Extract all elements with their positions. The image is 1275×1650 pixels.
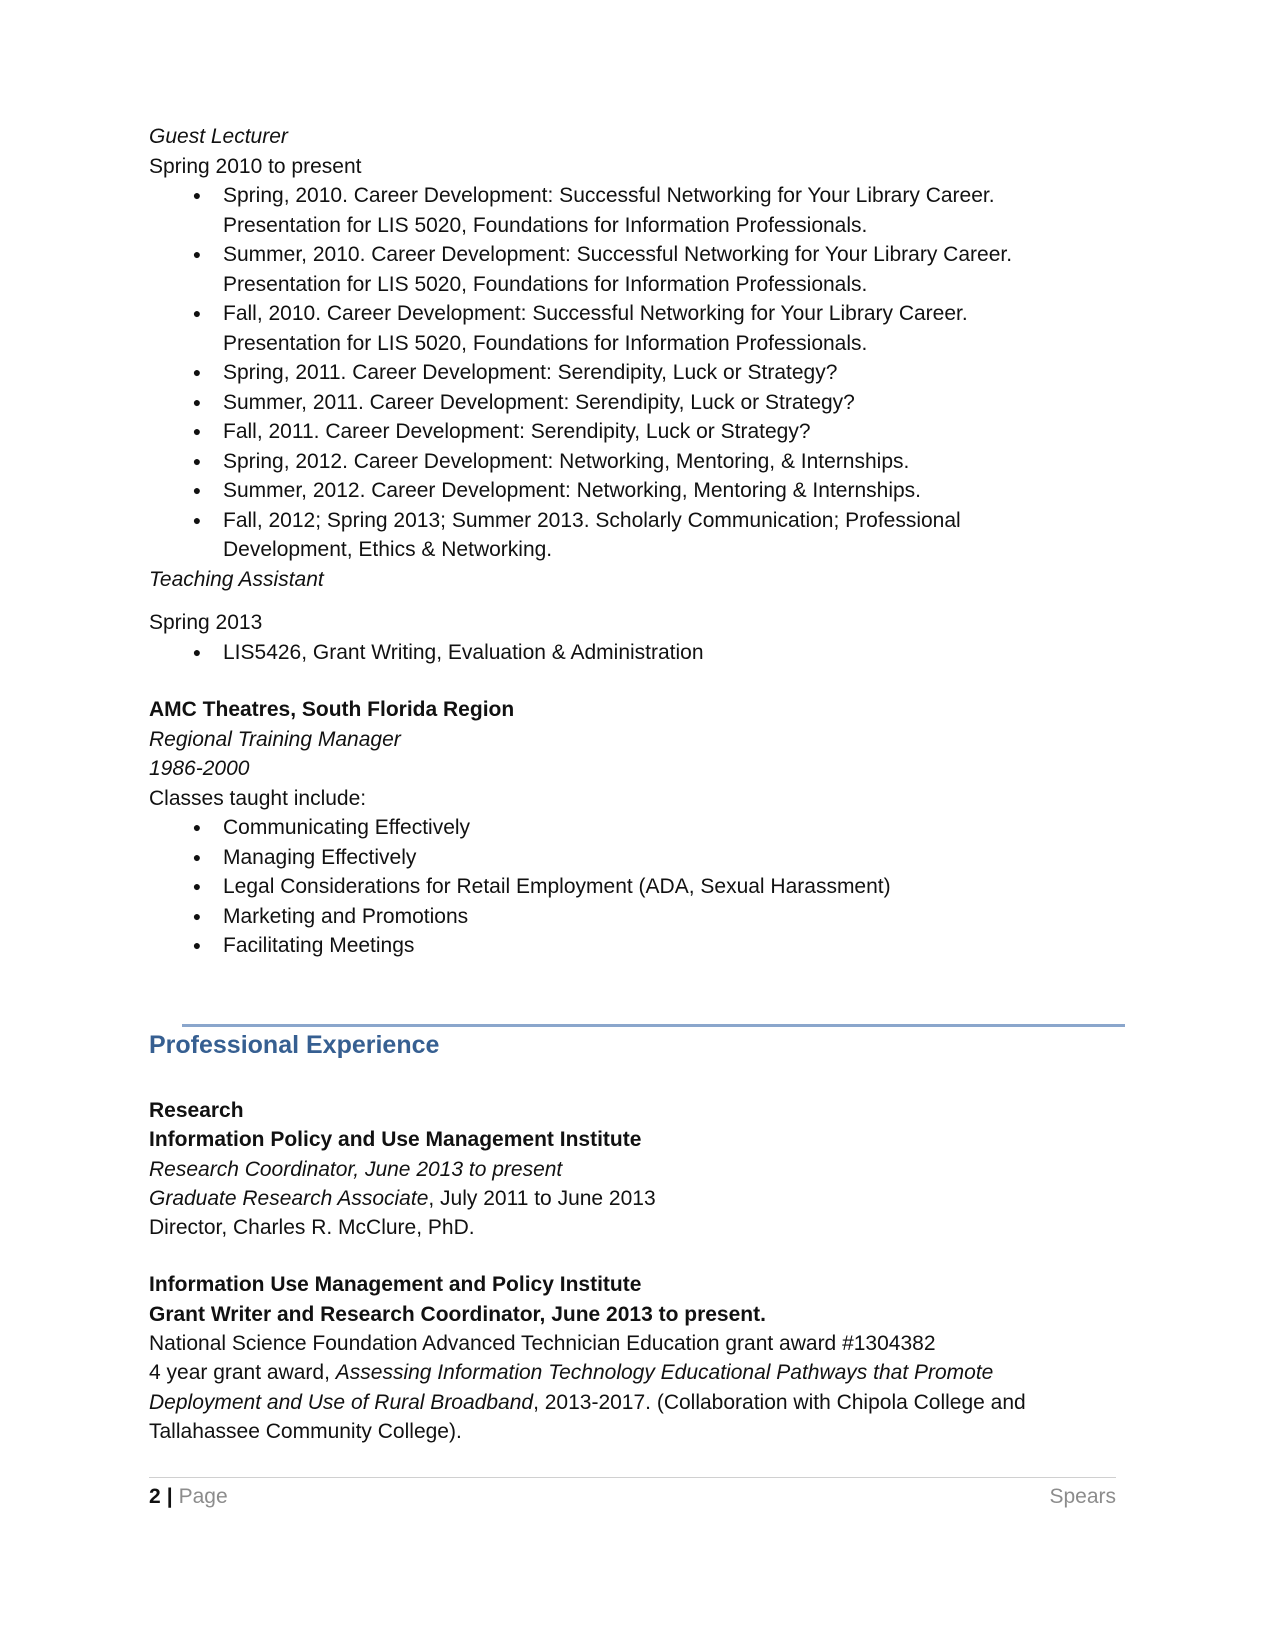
professional-section bbox=[149, 1096, 1129, 1446]
list-item: ● Spring, 2010. Career Development: Successful Networking for Your Library Career. Presentation for LIS 5020, Foundations for Information Professionals. bbox=[149, 181, 1129, 240]
list-item: ● Marketing and Promotions bbox=[149, 902, 1129, 932]
bullet-icon: ● bbox=[192, 511, 202, 528]
list-item: ● Communicating Effectively bbox=[149, 813, 1129, 843]
list-item: ● Spring, 2012. Career Development: Networking, Mentoring, & Internships. bbox=[149, 447, 1129, 477]
bullet-icon: ● bbox=[192, 187, 202, 203]
director-line: Director, Charles R. McClure, PhD. bbox=[149, 1216, 475, 1240]
teaching-assistant-dates: Spring 2013 bbox=[149, 611, 263, 634]
list-item: ● Fall, 2012; Spring 2013; Summer 2013. Scholarly Communication; Professional Development, Ethics & Networking. bbox=[149, 506, 1129, 565]
teaching-assistant-title: Teaching Assistant bbox=[149, 567, 324, 591]
list-item: ● Managing Effectively bbox=[149, 843, 1129, 873]
grant-description-line-1: 4 year grant award, Assessing Information Technology Educational Pathways that Promote bbox=[149, 1361, 994, 1385]
institute-name-1: Information Policy and Use Management Institute bbox=[149, 1128, 642, 1152]
grant-description-line-3: Tallahassee Community College). bbox=[149, 1419, 462, 1443]
research-label: Research bbox=[149, 1099, 244, 1122]
bullet-icon: ● bbox=[192, 364, 202, 380]
grant-award-line: National Science Foundation Advanced Technician Education grant award #1304382 bbox=[149, 1332, 936, 1356]
bullet-icon: ● bbox=[192, 423, 202, 439]
list-item: ● Legal Considerations for Retail Employment (ADA, Sexual Harassment) bbox=[149, 872, 1129, 902]
page-label: Page bbox=[178, 1485, 228, 1508]
bullet-icon: ● bbox=[192, 246, 202, 262]
teaching-assistant-list bbox=[149, 638, 1129, 668]
role-research-coordinator: Research Coordinator, June 2013 to present bbox=[149, 1157, 563, 1181]
amc-role: Regional Training Manager bbox=[149, 727, 401, 751]
bullet-icon: ● bbox=[192, 878, 202, 894]
guest-lecturer-dates: Spring 2010 to present bbox=[149, 154, 362, 178]
teaching-section bbox=[149, 122, 1129, 961]
guest-lecture-list bbox=[149, 181, 1129, 565]
list-item: ● Summer, 2011. Career Development: Serendipity, Luck or Strategy? bbox=[149, 388, 1129, 418]
bullet-icon: ● bbox=[192, 937, 202, 953]
list-item: ● LIS5426, Grant Writing, Evaluation & Administration bbox=[149, 638, 1129, 668]
list-item: ● Summer, 2012. Career Development: Networking, Mentoring & Internships. bbox=[149, 476, 1129, 506]
role-graduate-research-associate: Graduate Research Associate, July 2011 to June 2013 bbox=[149, 1186, 656, 1210]
bullet-icon: ● bbox=[192, 305, 202, 321]
bullet-icon: ● bbox=[192, 482, 202, 498]
amc-dates: 1986-2000 bbox=[149, 757, 250, 780]
footer-separator: | bbox=[166, 1485, 173, 1508]
list-item: ● Spring, 2011. Career Development: Serendipity, Luck or Strategy? bbox=[149, 358, 1129, 388]
role-grant-writer: Grant Writer and Research Coordinator, June 2013 to present. bbox=[149, 1302, 766, 1326]
bullet-icon: ● bbox=[192, 393, 202, 410]
bullet-icon: ● bbox=[192, 643, 202, 660]
list-item: ● Summer, 2010. Career Development: Successful Networking for Your Library Career. Presentation for LIS 5020, Foundations for Information Professionals. bbox=[149, 240, 1129, 299]
section-divider bbox=[182, 1024, 1125, 1027]
footer-author: Spears bbox=[1049, 1485, 1116, 1508]
amc-class-list bbox=[149, 813, 1129, 961]
list-item: ● Fall, 2010. Career Development: Successful Networking for Your Library Career. Presentation for LIS 5020, Foundations for Information Professionals. bbox=[149, 299, 1129, 358]
footer-divider bbox=[149, 1477, 1116, 1478]
institute-name-2: Information Use Management and Policy Institute bbox=[149, 1273, 642, 1297]
page-footer bbox=[149, 1482, 1116, 1511]
list-item: ● Facilitating Meetings bbox=[149, 931, 1129, 961]
amc-intro: Classes taught include: bbox=[149, 786, 367, 810]
section-heading-professional-experience: Professional Experience bbox=[149, 1031, 440, 1059]
bullet-icon: ● bbox=[192, 452, 202, 469]
bullet-icon: ● bbox=[192, 848, 202, 865]
amc-organization: AMC Theatres, South Florida Region bbox=[149, 698, 515, 721]
grant-description-line-2: Deployment and Use of Rural Broadband, 2013-2017. (Collaboration with Chipola College and bbox=[149, 1390, 1026, 1414]
page-number: 2 bbox=[149, 1485, 161, 1508]
bullet-icon: ● bbox=[192, 819, 202, 835]
list-item: ● Fall, 2011. Career Development: Serendipity, Luck or Strategy? bbox=[149, 417, 1129, 447]
guest-lecturer-title: Guest Lecturer bbox=[149, 125, 288, 148]
bullet-icon: ● bbox=[192, 907, 202, 924]
